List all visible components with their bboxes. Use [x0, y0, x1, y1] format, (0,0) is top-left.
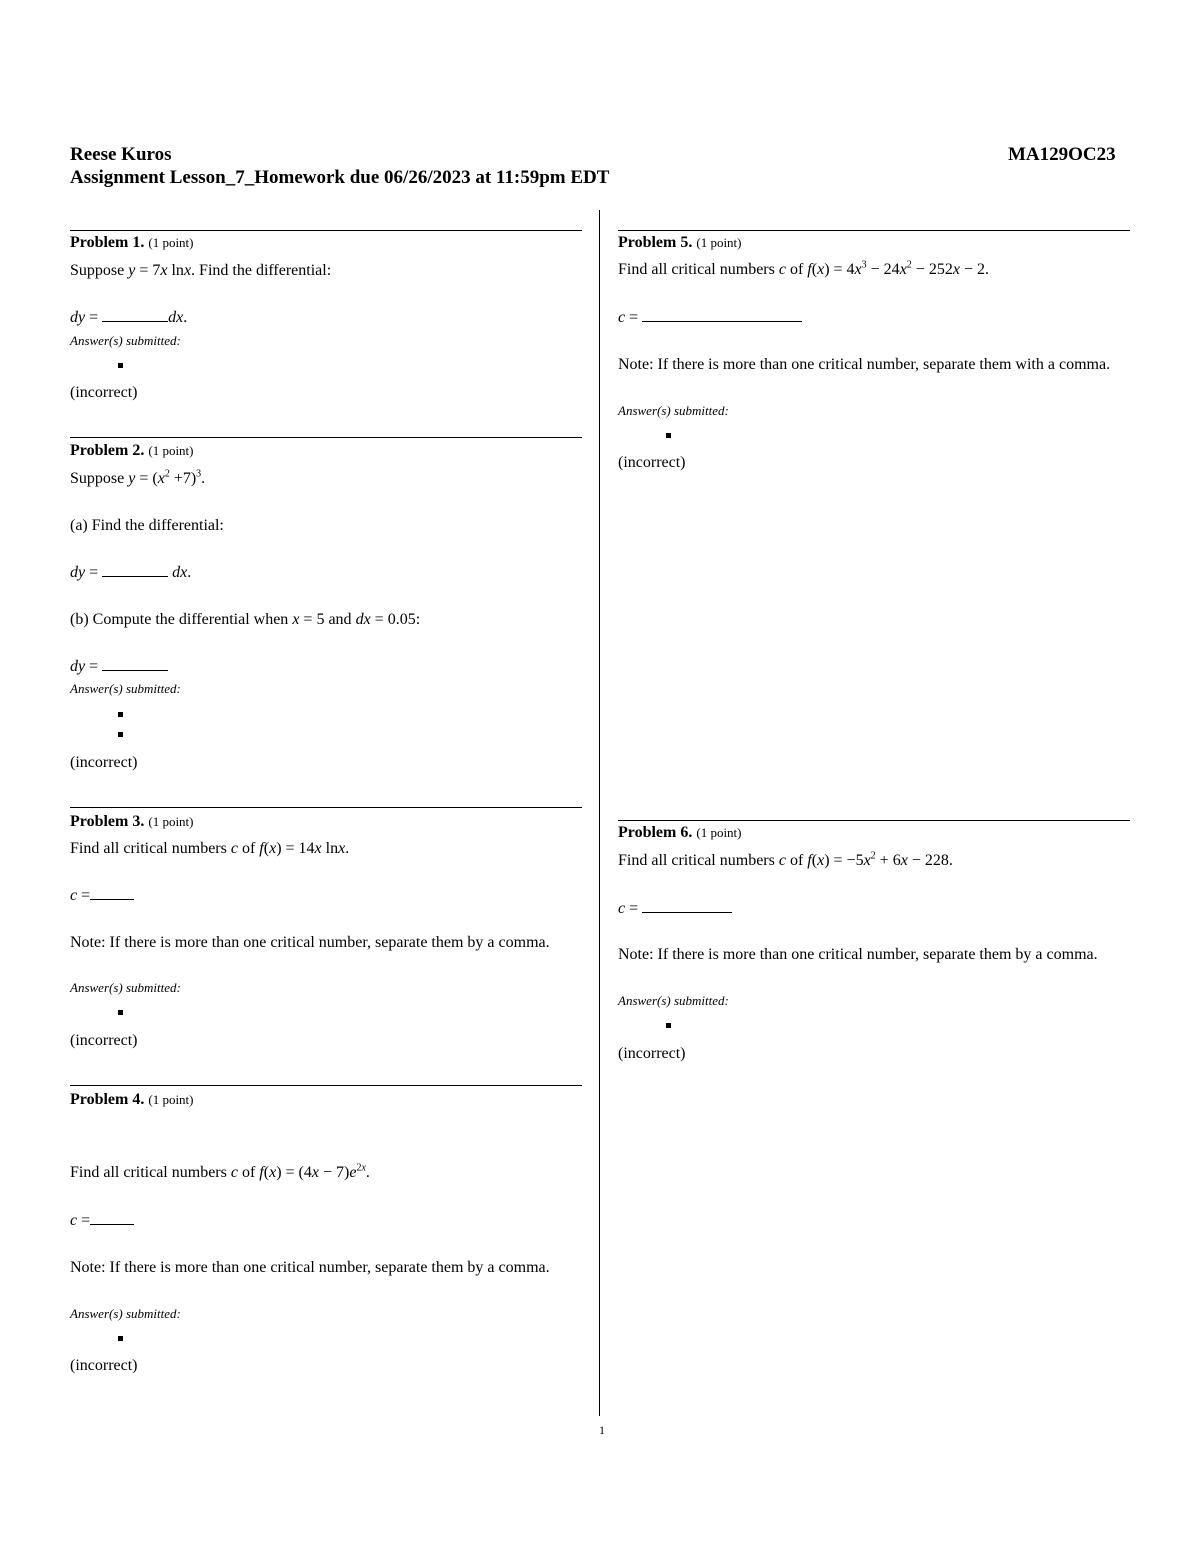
page-number: 1	[599, 1423, 605, 1437]
answer-bullet	[118, 1010, 123, 1015]
answer-bullet	[118, 1336, 123, 1341]
answer-blank[interactable]	[642, 898, 732, 913]
problem-4-prompt: Find all critical numbers c of $f(x) = (4x - 7)e^{2x}$.	[70, 1162, 370, 1181]
answer-bullet	[118, 732, 123, 737]
answers-submitted-label: Answer(s) submitted:	[70, 1306, 181, 1321]
problem-2-status: (incorrect)	[70, 754, 138, 771]
problem-2-part-a: (a) Find the differential:	[70, 517, 224, 534]
problem-3-prompt: Find all critical numbers c of f(x) = 14x lnx.	[70, 840, 350, 857]
problem-5-prompt: Find all critical numbers c of $f(x) = 4x^3 - 24x^2 - 252x - 2$.	[618, 259, 989, 278]
problem-6-status: (incorrect)	[618, 1045, 686, 1062]
answer-blank[interactable]	[102, 656, 168, 671]
problem-5-status: (incorrect)	[618, 454, 686, 471]
problem-3-answer-line: c =	[70, 885, 134, 907]
answers-submitted-label: Answer(s) submitted:	[618, 993, 729, 1008]
problem-6-prompt: Find all critical numbers c of $f(x) = -5x^2 + 6x - 228$.	[618, 850, 953, 869]
answers-submitted-label: Answer(s) submitted:	[70, 980, 181, 995]
answers-submitted-label: Answer(s) submitted:	[70, 333, 181, 348]
problem-5-header: Problem 5. (1 point)	[618, 234, 742, 251]
problem-rule	[70, 437, 582, 438]
problem-rule	[70, 1085, 582, 1086]
course-code: MA129OC23	[1008, 144, 1116, 165]
problem-5-note: Note: If there is more than one critical number, separate them with a comma.	[618, 356, 1111, 373]
problem-2-answer-a: dy = dx.	[70, 564, 192, 581]
problem-1-status: (incorrect)	[70, 384, 138, 401]
problem-rule	[618, 820, 1130, 821]
problem-1-prompt: Suppose y = 7x lnx. Find the differential:	[70, 262, 332, 279]
answers-submitted-label: Answer(s) submitted:	[70, 681, 181, 696]
problem-1-header: Problem 1. (1 point)	[70, 234, 194, 251]
problem-rule	[70, 230, 582, 231]
answer-bullet	[666, 433, 671, 438]
problem-6-answer-line: c =	[618, 898, 732, 920]
problem-1-answer-line: dy = dx.	[70, 309, 188, 326]
problem-6-header: Problem 6. (1 point)	[618, 824, 742, 841]
answer-bullet	[118, 712, 123, 717]
answer-blank[interactable]	[90, 885, 134, 900]
answers-submitted-label: Answer(s) submitted:	[618, 403, 729, 418]
problem-4-status: (incorrect)	[70, 1357, 138, 1374]
problem-6-note: Note: If there is more than one critical number, separate them by a comma.	[618, 946, 1098, 963]
problem-rule	[618, 230, 1130, 231]
problem-2-prompt: Suppose $y = (x^2 +7)^3$.	[70, 468, 206, 487]
problem-3-header: Problem 3. (1 point)	[70, 813, 194, 830]
answer-blank[interactable]	[90, 1210, 134, 1225]
problem-4-note: Note: If there is more than one critical number, separate them by a comma.	[70, 1259, 550, 1276]
assignment-title: Assignment Lesson_7_Homework due 06/26/2023 at 11:59pm EDT	[70, 167, 610, 188]
problem-4-answer-line: c =	[70, 1210, 134, 1232]
answer-blank[interactable]	[102, 562, 168, 577]
problem-2-answer-b: dy =	[70, 656, 168, 678]
column-divider	[599, 210, 600, 1416]
answer-blank[interactable]	[102, 307, 168, 322]
problem-2-header: Problem 2. (1 point)	[70, 442, 194, 459]
problem-3-note: Note: If there is more than one critical number, separate them by a comma.	[70, 934, 550, 951]
problem-5-answer-line: c =	[618, 307, 802, 329]
answer-blank[interactable]	[642, 307, 802, 322]
student-name: Reese Kuros	[70, 144, 172, 165]
problem-rule	[70, 807, 582, 808]
answer-bullet	[118, 363, 123, 368]
problem-2-part-b: (b) Compute the differential when x = 5 and dx = 0.05:	[70, 611, 421, 628]
problem-3-status: (incorrect)	[70, 1032, 138, 1049]
problem-4-header: Problem 4. (1 point)	[70, 1091, 194, 1108]
answer-bullet	[666, 1023, 671, 1028]
